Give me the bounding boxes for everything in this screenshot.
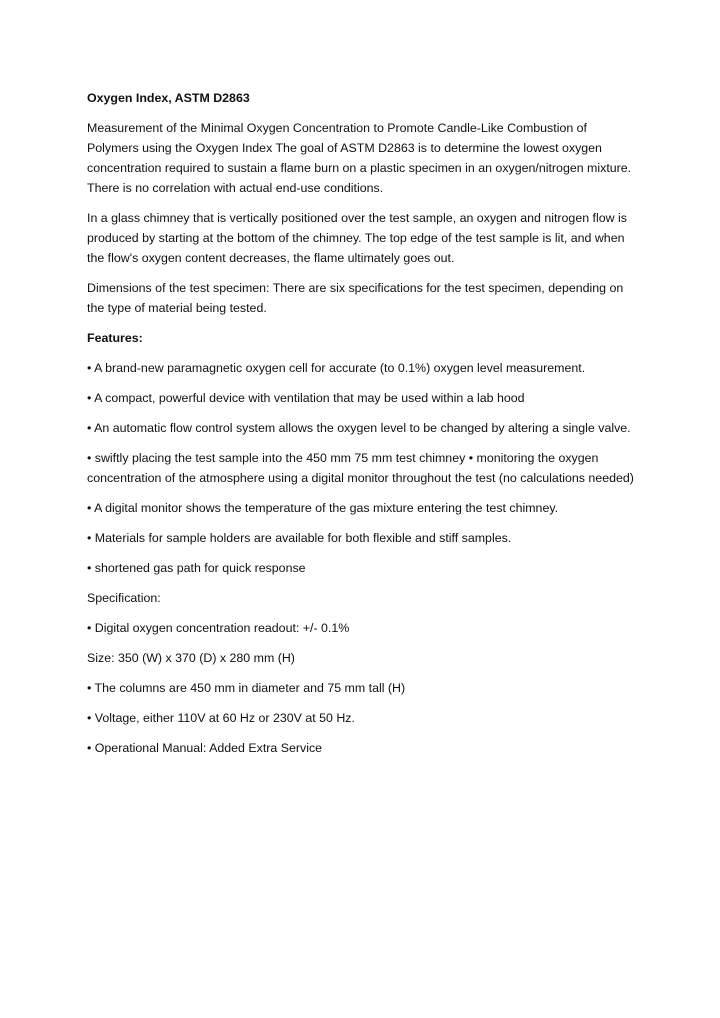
dimensions-paragraph: Dimensions of the test specimen: There are six specifications for the test specimen, depending on the type of material being tested. — [87, 281, 624, 315]
feature-item: • swiftly placing the test sample into the 450 mm 75 mm test chimney • monitoring the oxygen concentration of the atmosphere using a digital monitor throughout the test (no calculations needed) — [87, 451, 634, 485]
document-title: Oxygen Index, ASTM D2863 — [87, 91, 250, 105]
intro-paragraph: Measurement of the Minimal Oxygen Concentration to Promote Candle-Like Combustion of Polymers using the Oxygen Index The goal of ASTM D2863 is to determine the lowest oxygen concentration required to sustain a flame burn on a plastic specimen in an oxygen/nitrogen mixture. There is no correlation with actual end-use conditions. — [87, 121, 632, 195]
procedure-paragraph: In a glass chimney that is vertically positioned over the test sample, an oxygen and nitrogen flow is produced by starting at the bottom of the chimney. The top edge of the test sample is lit, and when the flow's oxygen content decreases, the flame ultimately goes out. — [87, 211, 627, 265]
feature-item: • Materials for sample holders are available for both flexible and stiff samples. — [87, 531, 512, 545]
feature-item: • shortened gas path for quick response — [87, 561, 306, 575]
specification-item: • Operational Manual: Added Extra Service — [87, 741, 323, 755]
feature-item: • A brand-new paramagnetic oxygen cell for accurate (to 0.1%) oxygen level measurement. — [87, 361, 586, 375]
feature-item: • A digital monitor shows the temperature of the gas mixture entering the test chimney. — [87, 501, 559, 515]
specification-item: • The columns are 450 mm in diameter and 75 mm tall (H) — [87, 681, 406, 695]
specification-item: Size: 350 (W) x 370 (D) x 280 mm (H) — [87, 651, 295, 665]
specification-heading: Specification: — [87, 591, 161, 605]
feature-item: • An automatic flow control system allows the oxygen level to be changed by altering a single valve. — [87, 421, 631, 435]
feature-item: • A compact, powerful device with ventilation that may be used within a lab hood — [87, 391, 525, 405]
specification-item: • Digital oxygen concentration readout: +/- 0.1% — [87, 621, 350, 635]
specification-item: • Voltage, either 110V at 60 Hz or 230V at 50 Hz. — [87, 711, 355, 725]
features-heading: Features: — [87, 331, 143, 345]
